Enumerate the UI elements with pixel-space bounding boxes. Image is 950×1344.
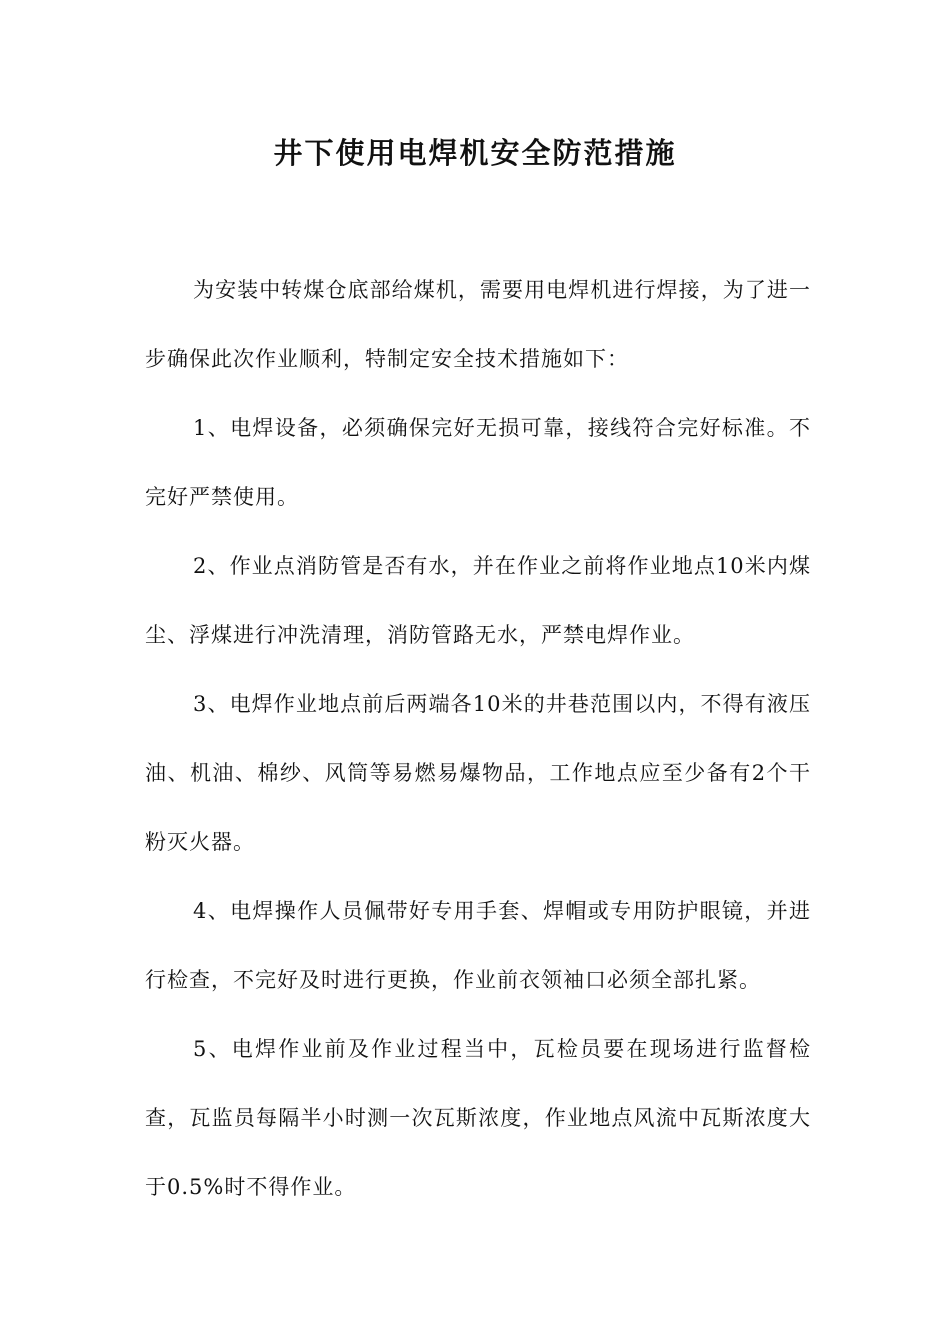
document-title: 井下使用电焊机安全防范措施 <box>273 136 677 170</box>
paragraph-item-2: 2、作业点消防管是否有水，并在作业之前将作业地点10米内煤尘、浮煤进行冲洗清理，消防管路无水，严禁电焊作业。 <box>145 554 811 647</box>
paragraph-item-3: 3、电焊作业地点前后两端各10米的井巷范围以内，不得有液压油、机油、棉纱、风筒等易燃易爆物品，工作地点应至少备有2个干粉灭火器。 <box>145 692 811 854</box>
paragraph-item-5: 5、电焊作业前及作业过程当中，瓦检员要在现场进行监督检查，瓦监员每隔半小时测一次瓦斯浓度，作业地点风流中瓦斯浓度大于0.5%时不得作业。 <box>145 1037 811 1199</box>
paragraph-item-4: 4、电焊操作人员佩带好专用手套、焊帽或专用防护眼镜，并进行检查，不完好及时进行更换，作业前衣领袖口必须全部扎紧。 <box>145 899 811 992</box>
paragraph-item-1: 1、电焊设备，必须确保完好无损可靠，接线符合完好标准。不完好严禁使用。 <box>145 416 811 509</box>
paragraph-intro: 为安装中转煤仓底部给煤机，需要用电焊机进行焊接，为了进一步确保此次作业顺利，特制定安全技术措施如下： <box>145 278 811 371</box>
document-body <box>145 256 811 1222</box>
